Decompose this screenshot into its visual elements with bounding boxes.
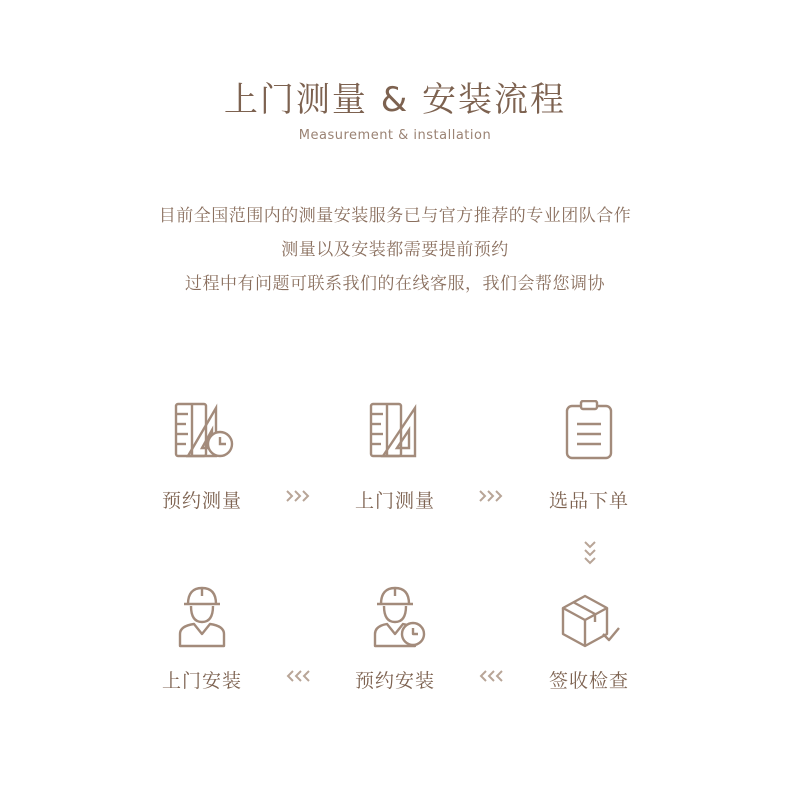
chevrons-right-icon	[285, 488, 311, 504]
page-subtitle: Measurement & installation	[298, 128, 492, 143]
description-line-1: 目前全国范围内的测量安装服务已与官方推荐的专业团队合作	[158, 206, 632, 226]
clipboard-icon	[553, 400, 625, 464]
worker-icon	[166, 584, 238, 650]
ruler-clock-icon	[166, 400, 238, 464]
step-label: 签收检查	[548, 670, 629, 692]
description-line-3: 过程中有问题可联系我们的在线客服，我们会帮您调协	[185, 274, 605, 294]
worker-clock-icon	[359, 584, 431, 650]
step-select-order	[509, 400, 669, 520]
step-book-installation	[315, 584, 475, 700]
step-onsite-measurement	[315, 400, 475, 520]
ruler-icon	[359, 400, 431, 464]
step-label: 上门安装	[161, 670, 242, 692]
step-label: 预约安装	[354, 670, 435, 692]
step-onsite-installation	[122, 584, 282, 700]
step-label: 预约测量	[161, 490, 242, 512]
step-book-measurement	[122, 400, 282, 520]
page-title: 上门测量 & 安装流程	[223, 80, 567, 120]
step-receive-inspect	[509, 590, 669, 700]
box-check-icon	[553, 590, 625, 650]
chevrons-down-icon	[582, 540, 598, 566]
step-label: 选品下单	[548, 490, 629, 512]
description-line-2: 测量以及安装都需要提前预约	[281, 240, 509, 260]
chevrons-left-icon	[285, 668, 311, 684]
step-label: 上门测量	[354, 490, 435, 512]
chevrons-left-icon	[478, 668, 504, 684]
chevrons-right-icon	[478, 488, 504, 504]
